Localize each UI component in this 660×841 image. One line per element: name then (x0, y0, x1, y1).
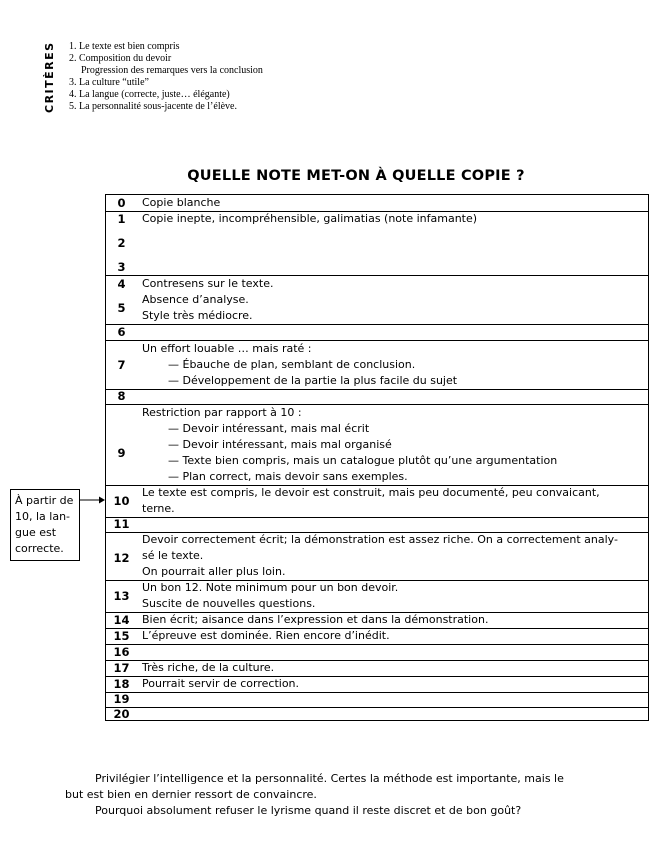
grade-number: 3 (117, 260, 126, 274)
description-line: terne. (142, 502, 175, 515)
grade-number: 9 (117, 446, 126, 460)
side-note-line: gue est (15, 526, 57, 539)
criteria-list (69, 41, 263, 113)
criteria-label: CRITÈRES (43, 41, 56, 113)
table-row-20 (106, 707, 648, 721)
table-row-8 (106, 389, 648, 405)
footer-line: Privilégier l’intelligence et la personnalité. Certes la méthode est importante, mais le (95, 772, 564, 785)
table-row-7 (106, 340, 648, 390)
table-row-15 (106, 628, 648, 645)
grade-number: 20 (113, 707, 130, 721)
grade-description (142, 676, 644, 692)
side-note-line: À partir de (15, 494, 74, 507)
criteria-item: 1. Le texte est bien compris (69, 41, 180, 52)
footer-paragraph (65, 771, 625, 819)
grade-description (142, 485, 644, 517)
grade-number: 8 (117, 389, 126, 403)
grade-number: 12 (113, 551, 130, 565)
criteria-item: 3. La culture “utile” (69, 77, 149, 88)
footer-line: Pourquoi absolument refuser le lyrisme quand il reste discret et de bon goût? (95, 804, 522, 817)
page-title: QUELLE NOTE MET-ON À QUELLE COPIE ? (187, 168, 525, 184)
grade-number: 14 (113, 613, 130, 627)
grade-description (142, 341, 644, 389)
description-line: Suscite de nouvelles questions. (142, 597, 316, 610)
criteria-item: 4. La langue (correcte, juste… élégante) (69, 89, 230, 100)
description-line: — Texte bien compris, mais un catalogue plutôt qu’une argumentation (168, 454, 558, 467)
grade-description (142, 195, 644, 211)
grade-description (142, 211, 644, 227)
description-line: — Devoir intéressant, mais mal écrit (168, 422, 370, 435)
table-row-13 (106, 580, 648, 613)
table-row-16 (106, 644, 648, 661)
grade-description (142, 660, 644, 676)
grade-number: 2 (117, 236, 126, 250)
table-row-0 (106, 195, 648, 212)
description-line: Style très médiocre. (142, 309, 253, 322)
description-line: Un bon 12. Note minimum pour un bon devoir. (142, 581, 399, 594)
grade-number: 1 (117, 212, 126, 226)
criteria-item: 2. Composition du devoir (69, 53, 172, 64)
grading-table (105, 194, 649, 721)
grade-description (142, 276, 644, 324)
description-line: sé le texte. (142, 549, 204, 562)
grade-description (142, 532, 644, 580)
grade-number: 11 (113, 517, 130, 531)
side-note-line: correcte. (15, 542, 64, 555)
grade-number: 10 (113, 494, 130, 508)
grade-number: 5 (117, 301, 126, 315)
arrow-right-icon (80, 494, 105, 506)
table-row-18 (106, 676, 648, 693)
grade-number: 15 (113, 629, 130, 643)
grade-description (142, 628, 644, 644)
table-row-9 (106, 404, 648, 486)
footer-line: but est bien en dernier ressort de convaincre. (65, 788, 317, 801)
table-row-11 (106, 517, 648, 533)
description-line: Très riche, de la culture. (142, 661, 275, 674)
grade-number: 16 (113, 645, 130, 659)
table-row-19 (106, 692, 648, 708)
grade-number: 18 (113, 677, 130, 691)
grade-number: 17 (113, 661, 130, 675)
grade-number: 7 (117, 358, 126, 372)
grade-number: 6 (117, 325, 126, 339)
description-line: Bien écrit; aisance dans l’expression et dans la démonstration. (142, 613, 489, 626)
description-line: Absence d’analyse. (142, 293, 249, 306)
description-line: Contresens sur le texte. (142, 277, 274, 290)
table-row-6 (106, 324, 648, 341)
table-row-12 (106, 532, 648, 581)
description-line: On pourrait aller plus loin. (142, 565, 286, 578)
grade-description (142, 580, 644, 612)
table-row-14 (106, 612, 648, 629)
description-line: — Ébauche de plan, semblant de conclusion. (168, 358, 416, 371)
description-line: Copie blanche (142, 196, 221, 209)
table-row-10 (106, 485, 648, 518)
criteria-item: Progression des remarques vers la conclusion (81, 65, 263, 76)
side-note (10, 489, 80, 561)
description-line: — Plan correct, mais devoir sans exemples. (168, 470, 408, 483)
description-line: Un effort louable … mais raté : (142, 342, 312, 355)
grade-number: 13 (113, 589, 130, 603)
grade-number: 4 (117, 277, 126, 291)
grade-number: 0 (117, 196, 126, 210)
description-line: L’épreuve est dominée. Rien encore d’inédit. (142, 629, 390, 642)
description-line: Devoir correctement écrit; la démonstration est assez riche. On a correctement analy- (142, 533, 618, 546)
criteria-item: 5. La personnalité sous-jacente de l’élève. (69, 101, 237, 112)
description-line: Restriction par rapport à 10 : (142, 406, 302, 419)
table-row-4-5 (106, 275, 648, 325)
description-line: Copie inepte, incompréhensible, galimatias (note infamante) (142, 212, 478, 225)
table-row-17 (106, 660, 648, 677)
side-note-line: 10, la lan- (15, 510, 71, 523)
grade-number: 19 (113, 692, 130, 706)
table-row-1-3 (106, 211, 648, 276)
description-line: — Développement de la partie la plus facile du sujet (168, 374, 458, 387)
description-line: — Devoir intéressant, mais mal organisé (168, 438, 392, 451)
description-line: Le texte est compris, le devoir est construit, mais peu documenté, peu convaicant, (142, 486, 600, 499)
description-line: Pourrait servir de correction. (142, 677, 300, 690)
grade-description (142, 405, 644, 485)
grade-description (142, 612, 644, 628)
